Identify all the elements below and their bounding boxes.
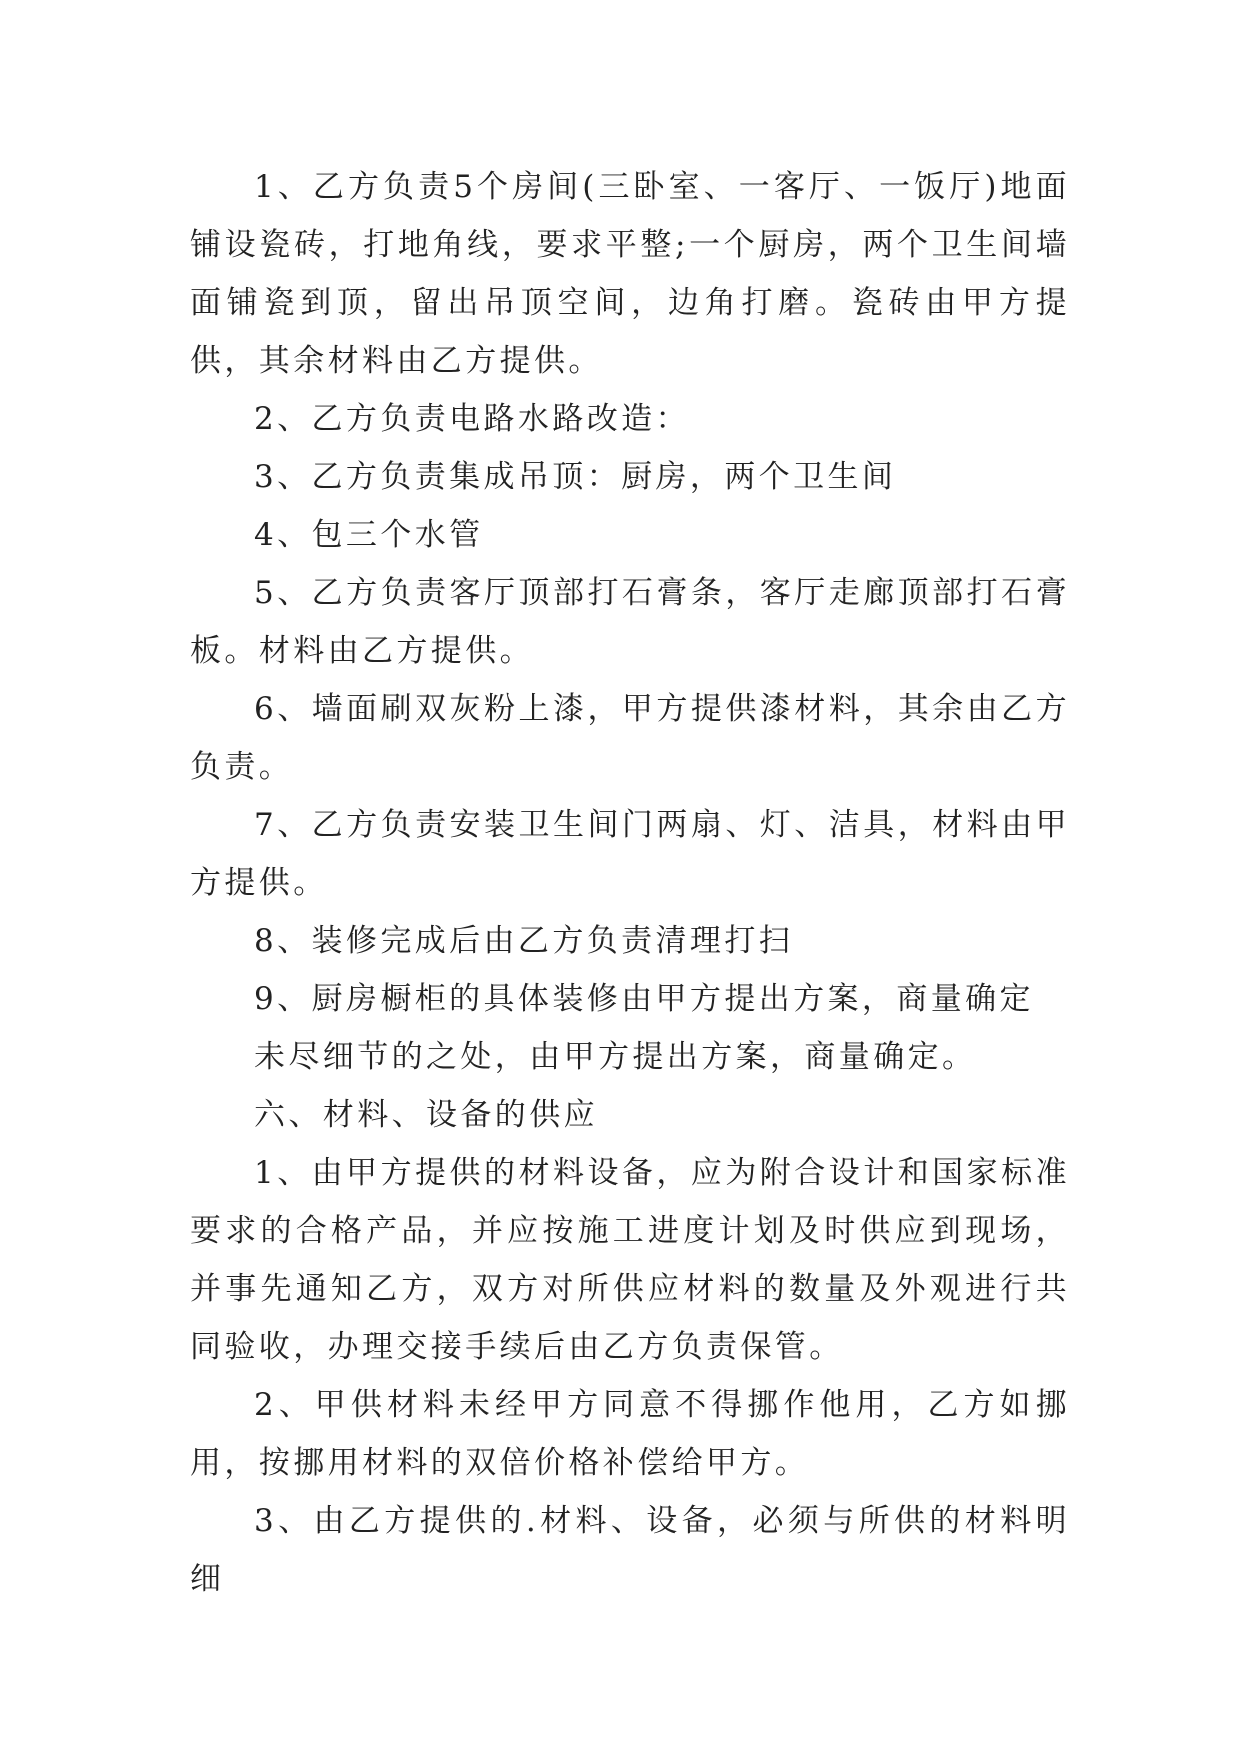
paragraph-6: 6、墙面刷双灰粉上漆，甲方提供漆材料，其余由乙方负责。 [190, 691, 1070, 785]
paragraph-2: 2、乙方负责电路水路改造： [254, 401, 690, 437]
paragraph-4: 4、包三个水管 [254, 517, 484, 553]
paragraph-9: 9、厨房橱柜的具体装修由甲方提出方案，商量确定 [254, 981, 1034, 1017]
paragraph-8: 8、装修完成后由乙方负责清理打扫 [254, 923, 794, 959]
paragraph-5: 5、乙方负责客厅顶部打石膏条，客厅走廊顶部打石膏板。材料由乙方提供。 [190, 575, 1070, 669]
paragraph-3: 3、乙方负责集成吊顶：厨房，两个卫生间 [254, 459, 897, 495]
paragraph-1: 1、乙方负责5个房间(三卧室、一客厅、一饭厅)地面铺设瓷砖，打地角线，要求平整;一个厨房，两个卫生间墙面铺瓷到顶，留出吊顶空间，边角打磨。瓷砖由甲方提供，其余材料由乙方提供。 [190, 169, 1070, 379]
paragraph-12: 1、由甲方提供的材料设备，应为附合设计和国家标准要求的合格产品，并应按施工进度计划及时供应到现场，并事先通知乙方，双方对所供应材料的数量及外观进行共同验收，办理交接手续后由乙方负责保管。 [190, 1155, 1070, 1365]
paragraph-7: 7、乙方负责安装卫生间门两扇、灯、洁具，材料由甲方提供。 [190, 807, 1070, 901]
document-body [190, 158, 1070, 1608]
section-heading: 六、材料、设备的供应 [254, 1097, 598, 1133]
paragraph-10: 未尽细节的之处，由甲方提出方案，商量确定。 [254, 1039, 977, 1075]
paragraph-14: 3、由乙方提供的.材料、设备，必须与所供的材料明细 [190, 1503, 1070, 1597]
paragraph-13: 2、甲供材料未经甲方同意不得挪作他用，乙方如挪用，按挪用材料的双倍价格补偿给甲方。 [190, 1387, 1070, 1481]
